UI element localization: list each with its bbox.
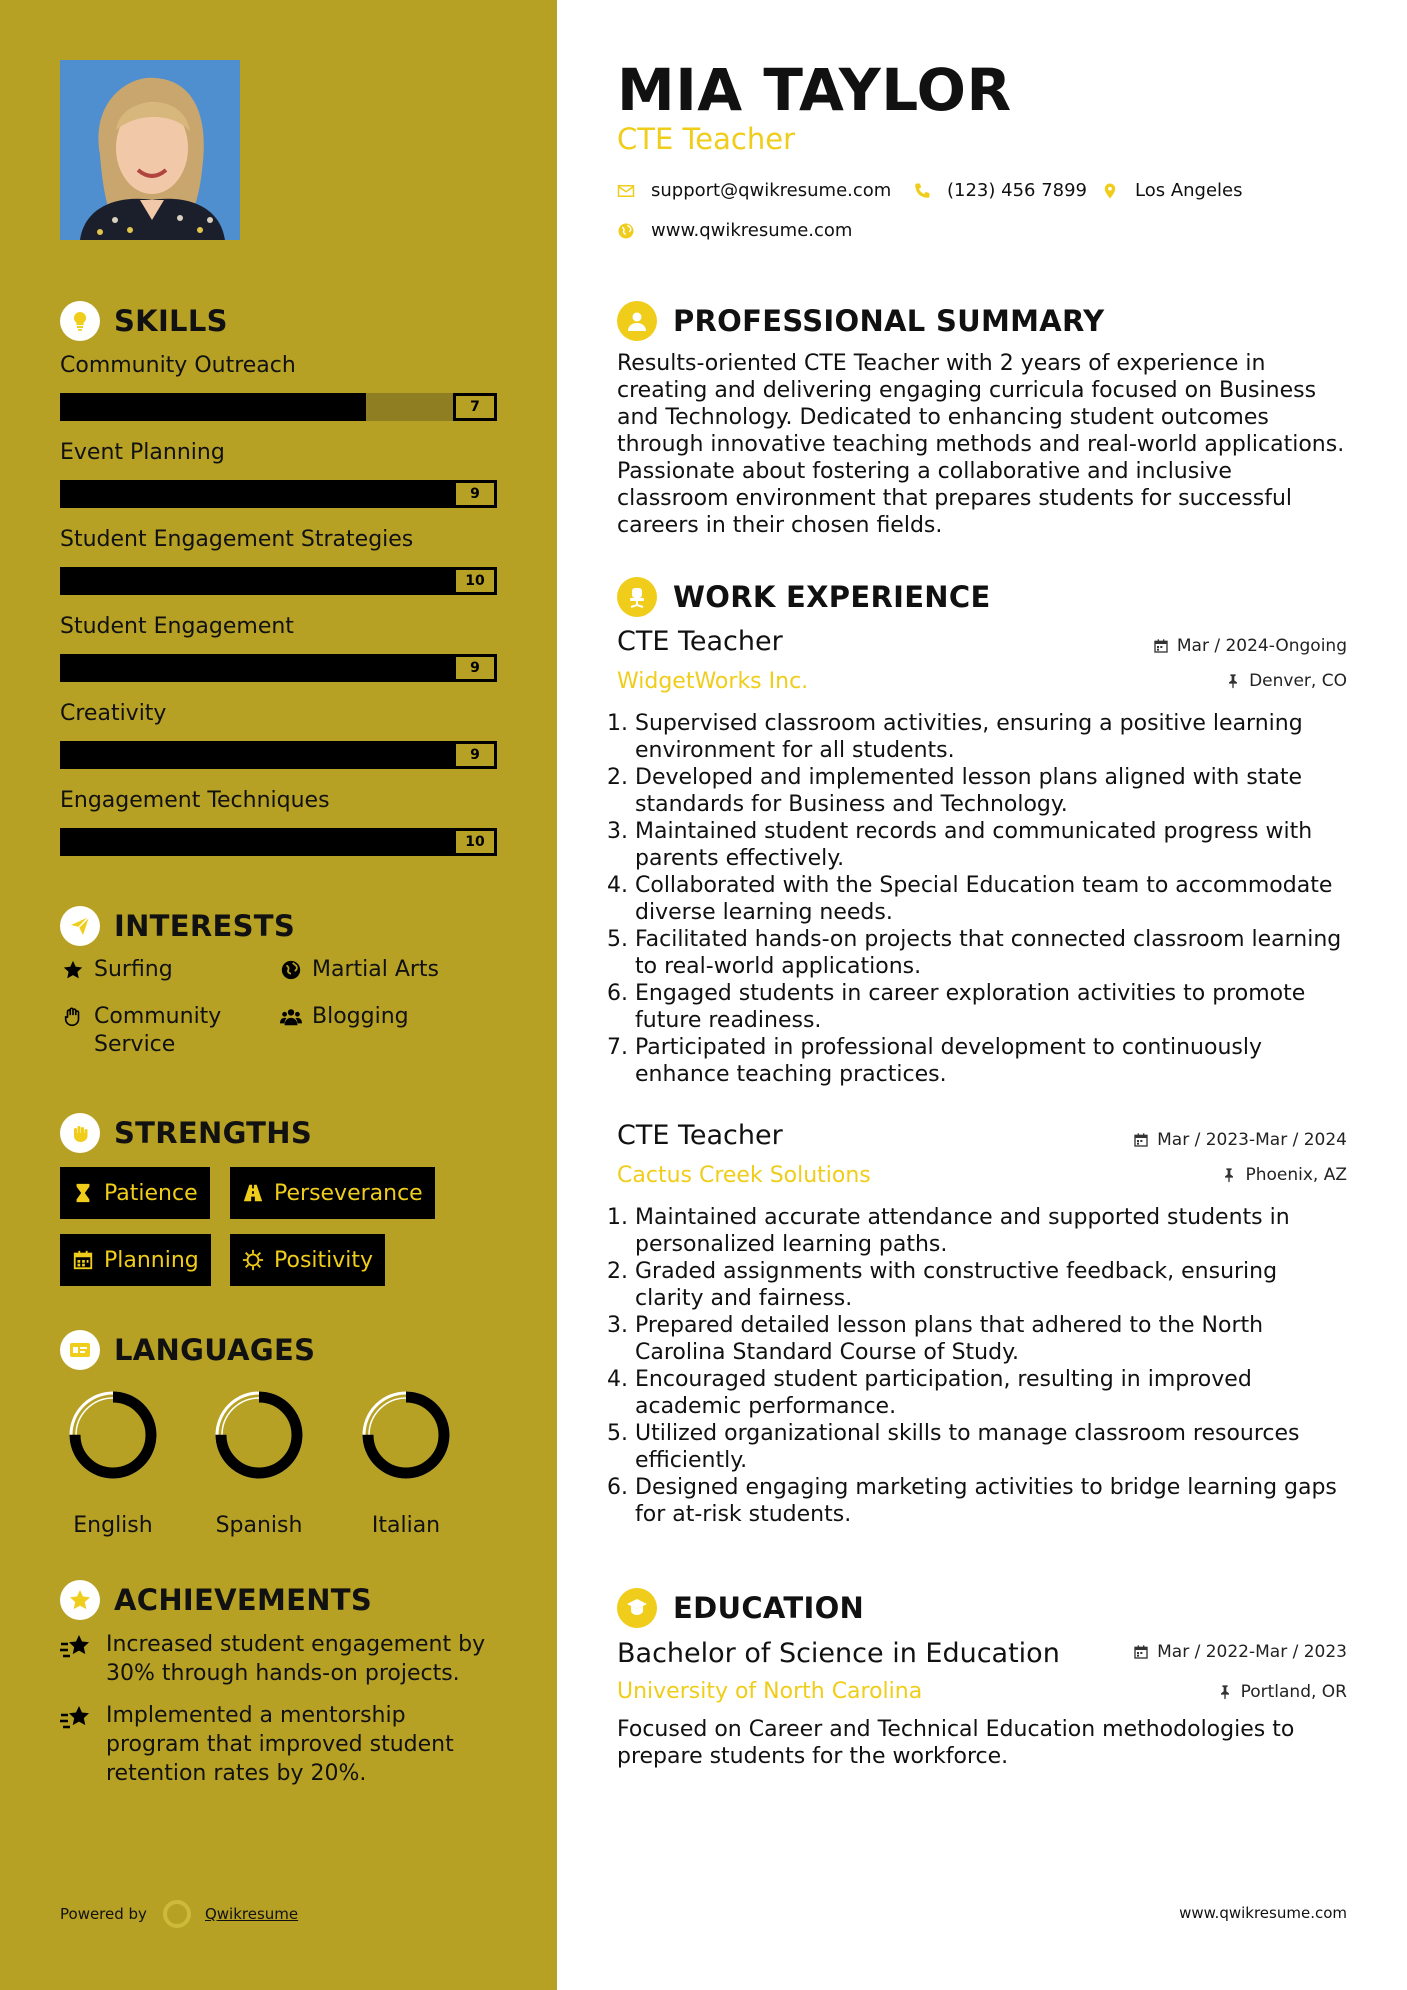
list-item: 6. Designed engaging marketing activities to bridge learning gaps for at-risk students. [607,1475,1337,1527]
language-card-icon [60,1330,100,1370]
lightbulb-icon [60,301,100,341]
job-dates: Mar / 2023-Mar / 2024 [1133,1130,1347,1150]
list-item: 6. Engaged students in career exploration activities to promote future readiness. [607,981,1306,1033]
experience-title: WORK EXPERIENCE [673,580,991,614]
skill-bar [60,567,497,595]
envelope-icon [617,182,635,200]
fist-icon [60,1113,100,1153]
strengths-title: STRENGTHS [114,1116,313,1150]
interest-item: Surfing [60,956,260,984]
skill-name: Engagement Techniques [60,788,330,813]
star-icon [60,956,86,981]
contact-website[interactable]: www.qwikresume.com [617,220,852,241]
skill-level: 10 [453,828,497,856]
calendar-icon [1133,1132,1149,1148]
road-icon [242,1182,264,1204]
languages-heading [60,1330,315,1370]
interest-item: Martial Arts [278,956,498,984]
achievements-heading [60,1580,372,1620]
list-item: 3. Maintained student records and communicated progress with parents effectively. [607,819,1313,871]
paper-plane-icon [60,906,100,946]
education-dates: Mar / 2022-Mar / 2023 [1133,1642,1347,1662]
list-item: 2. Developed and implemented lesson plans aligned with state standards for Business and Technology. [607,765,1303,817]
list-item: 4. Collaborated with the Special Education team to accommodate diverse learning needs. [607,873,1333,925]
calendar-icon [1153,638,1169,654]
job-title: CTE Teacher [617,1120,783,1151]
hourglass-icon [72,1182,94,1204]
skill-name: Community Outreach [60,353,296,378]
job-location: Phoenix, AZ [1221,1165,1347,1185]
achievement-item: Implemented a mentorship program that improved student retention rates by 20%. [60,1701,500,1788]
skill-bar-fill [60,741,453,769]
languages-title: LANGUAGES [114,1333,316,1367]
summary-text: Results-oriented CTE Teacher with 2 years of experience in creating and delivering engaging curricula focused on Business and Technology. Dedicated to enhancing student outcomes through innovative teaching methods and real-world applications. Passionate about fostering a collaborative and inclusive classroom environment that prepares students for successful careers in their chosen fields. [617,351,1345,538]
qwikresume-link[interactable]: Qwikresume [204,1905,299,1923]
map-pin-icon [1101,182,1119,200]
achievements-title: ACHIEVEMENTS [114,1583,373,1617]
skill-item [60,699,497,769]
skill-name: Student Engagement Strategies [60,527,414,552]
star-badge-icon [60,1580,100,1620]
strength-badge: Positivity [230,1234,385,1286]
summary-heading [617,301,1104,341]
achievement-item: Increased student engagement by 30% through hands-on projects. [60,1630,500,1688]
interest-item: Blogging [278,1003,498,1031]
pushpin-icon [1221,1167,1237,1183]
globe-icon [617,222,635,240]
user-icon [617,301,657,341]
shooting-star-icon [60,1630,94,1688]
skills-heading [60,301,228,341]
list-item: 5. Facilitated hands-on projects that connected classroom learning to real-world applications. [607,927,1342,979]
language-name: English [73,1513,153,1538]
experience-heading [617,577,991,617]
skill-name: Student Engagement [60,614,294,639]
contact-phone[interactable]: (123) 456 7899 [913,180,1087,201]
skill-bar-fill [60,393,366,421]
contact-email[interactable]: support@qwikresume.com [617,180,891,201]
job-location: Denver, CO [1225,671,1347,691]
interests-title: INTERESTS [114,909,296,943]
strength-badge: Planning [60,1234,211,1286]
skill-bar [60,828,497,856]
skill-item [60,786,497,856]
phone-icon [913,182,931,200]
job-bullets [607,710,1347,1088]
language-name: Spanish [215,1513,303,1538]
strengths-heading [60,1113,312,1153]
powered-by: Powered by Qwikresume [60,1900,298,1928]
language-ring [356,1385,456,1485]
education-description: Focused on Career and Technical Education methodologies to prepare students for the workforce. [617,1717,1295,1769]
skill-level: 9 [453,654,497,682]
qwikresume-logo-icon [163,1900,191,1928]
list-item: 4. Encouraged student participation, resulting in improved academic performance. [607,1367,1252,1419]
summary-title: PROFESSIONAL SUMMARY [673,304,1105,338]
language-name: Italian [371,1513,441,1538]
candidate-role: CTE Teacher [617,122,795,156]
list-item: 2. Graded assignments with constructive feedback, ensuring clarity and fairness. [607,1259,1278,1311]
skill-bar-fill [60,567,453,595]
education-heading [617,1588,864,1628]
main-content [607,0,1347,1990]
graduate-icon [617,1588,657,1628]
skill-bar-fill [60,480,453,508]
users-icon [278,1003,304,1028]
sun-icon [242,1249,264,1271]
list-item: 7. Participated in professional development to continuously enhance teaching practices. [607,1035,1262,1087]
skill-level: 7 [453,393,497,421]
list-item: 3. Prepared detailed lesson plans that adhered to the North Carolina Standard Course of Study. [607,1313,1264,1365]
language-item [341,1385,471,1538]
skill-bar [60,654,497,682]
sidebar [0,0,557,1990]
footer-website-link[interactable]: www.qwikresume.com [1179,1904,1347,1922]
pushpin-icon [1217,1684,1233,1700]
skill-level: 9 [453,480,497,508]
strength-badge: Perseverance [230,1167,435,1219]
list-item: 5. Utilized organizational skills to manage classroom resources efficiently. [607,1421,1300,1473]
pushpin-icon [1225,673,1241,689]
education-location: Portland, OR [1217,1682,1347,1702]
skill-level: 9 [453,741,497,769]
skill-bar-fill [60,828,453,856]
skill-bar [60,480,497,508]
profile-photo [60,60,240,240]
skill-bar-fill [60,654,453,682]
candidate-name: MIA TAYLOR [617,56,1012,124]
office-chair-icon [617,577,657,617]
job-company: WidgetWorks Inc. [617,669,809,694]
list-item: 1. Maintained accurate attendance and supported students in personalized learning paths. [607,1205,1290,1257]
shooting-star-icon [60,1701,94,1788]
calendar-icon [1133,1644,1149,1660]
skills-title: SKILLS [114,304,228,338]
contact-location: Los Angeles [1101,180,1243,201]
degree-title: Bachelor of Science in Education [617,1638,1060,1669]
job-bullets [607,1204,1347,1528]
skill-item [60,525,497,595]
language-ring [63,1385,163,1485]
skill-item [60,351,497,421]
language-ring [209,1385,309,1485]
skill-name: Event Planning [60,440,225,465]
job-title: CTE Teacher [617,626,783,657]
skill-item [60,438,497,508]
globe-icon [278,956,304,981]
interest-item: Community Service [60,1003,260,1059]
hand-icon [60,1003,86,1028]
education-title: EDUCATION [673,1591,865,1625]
interests-heading [60,906,295,946]
strength-badge: Patience [60,1167,210,1219]
skill-bar [60,741,497,769]
skill-name: Creativity [60,701,167,726]
skill-item [60,612,497,682]
list-item: 1. Supervised classroom activities, ensuring a positive learning environment for all students. [607,711,1303,763]
skill-level: 10 [453,567,497,595]
language-item [48,1385,178,1538]
job-dates: Mar / 2024-Ongoing [1153,636,1347,656]
school-name: University of North Carolina [617,1679,923,1704]
language-item [194,1385,324,1538]
skill-bar [60,393,497,421]
calendar-icon [72,1249,94,1271]
job-company: Cactus Creek Solutions [617,1163,871,1188]
